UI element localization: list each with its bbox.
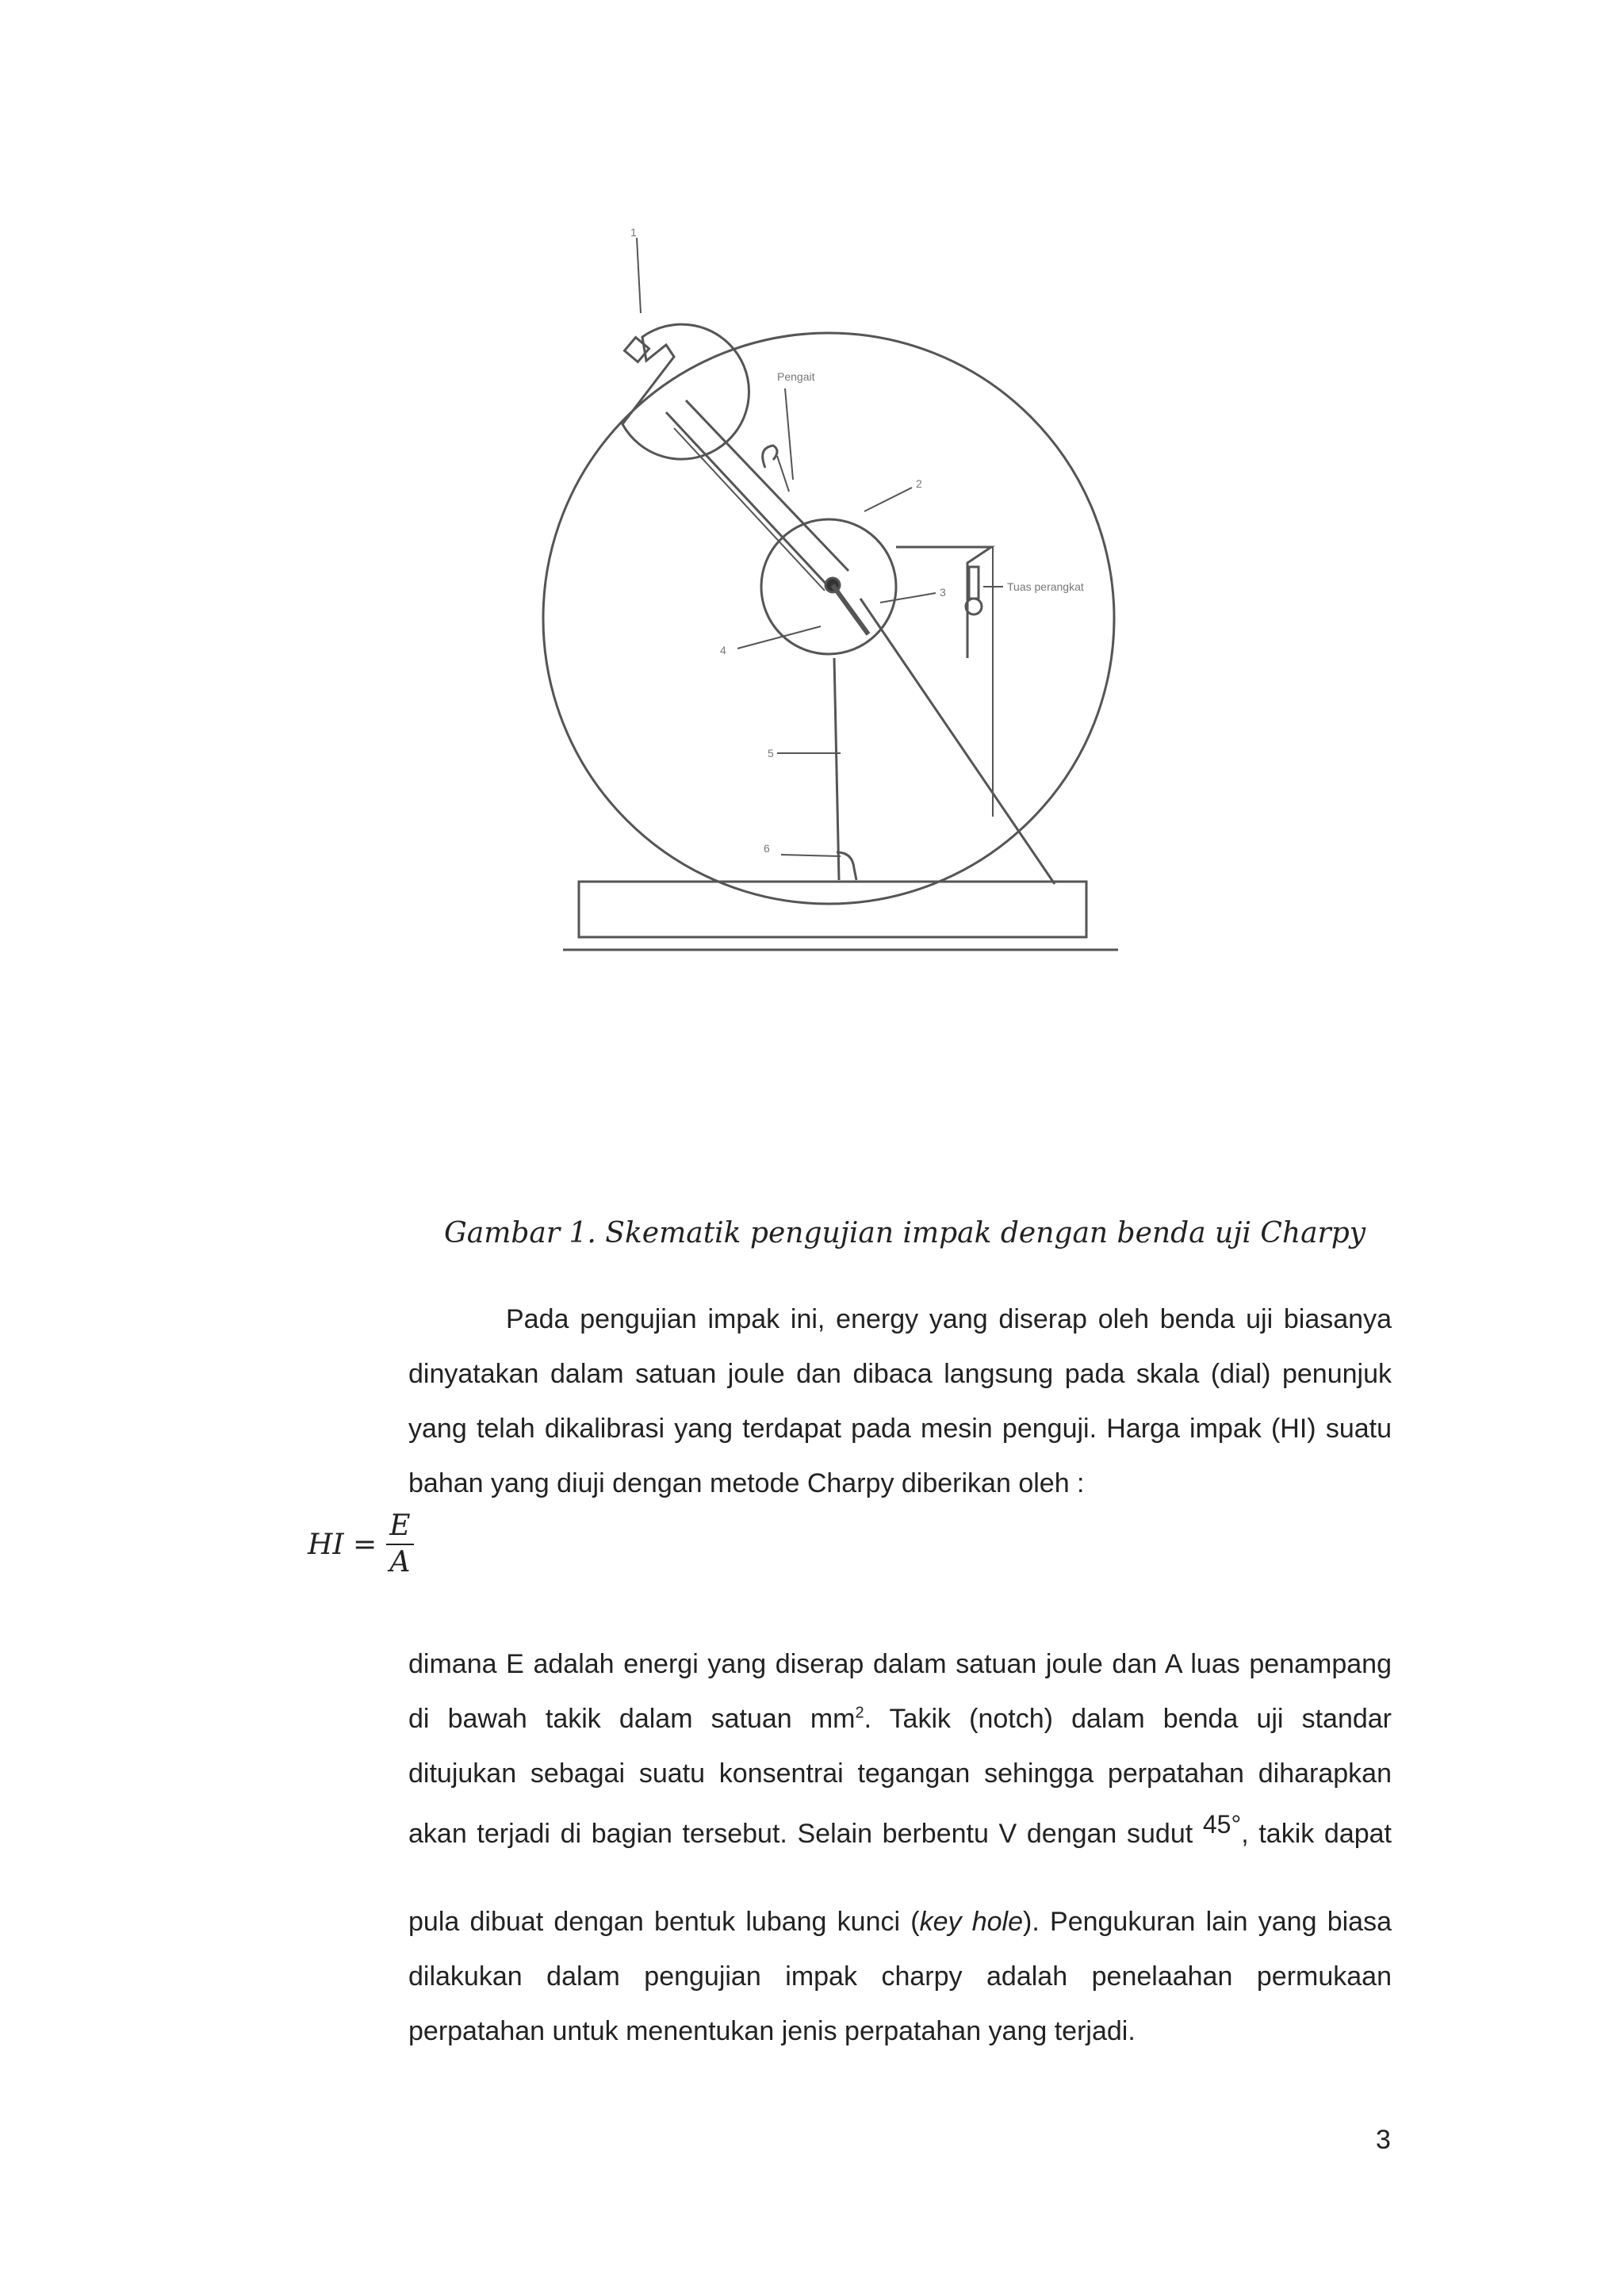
text-line: dilakukan dalam pengujian impak charpy adalah penelaahan permukaan: [408, 1961, 1392, 1992]
right-bracket: [896, 547, 991, 658]
paragraph-intro: [408, 1292, 1392, 1511]
text-line: dimana E adalah energi yang diserap dalam satuan joule dan A luas penampang: [408, 1649, 1392, 1679]
formula-lhs: HI =: [308, 1528, 377, 1561]
label-1: 1: [630, 226, 637, 239]
text-span: pula dibuat dengan bentuk lubang kunci (: [408, 1907, 920, 1937]
text-span: ). Pengukuran lain yang biasa: [1023, 1907, 1392, 1937]
label-4-leader: [737, 626, 821, 649]
label-pengait: Pengait: [777, 370, 815, 383]
label-5: 5: [768, 747, 774, 760]
text-span: akan terjadi di bagian tersebut. Selain berbentu V dengan sudut: [408, 1819, 1203, 1849]
formula-denominator: A: [389, 1546, 411, 1578]
text-line: Pada pengujian impak ini, energy yang diserap oleh benda uji biasanya: [506, 1304, 1392, 1334]
charpy-machine-figure: [508, 214, 1158, 983]
text-line: bahan yang diuji dengan metode Charpy diberikan oleh :: [408, 1468, 1085, 1498]
charpy-schematic-drawing: [508, 214, 1158, 983]
label-6: 6: [764, 842, 770, 855]
formula-numerator: E: [386, 1510, 413, 1545]
superscript: 2: [855, 1704, 864, 1722]
swing-path-circle: [543, 333, 1114, 904]
angle-value: 45°: [1202, 1810, 1242, 1839]
pengait-hook: [763, 446, 777, 468]
label-tuas: Tuas perangkat: [1007, 580, 1084, 593]
support-column: [834, 658, 839, 880]
label-1-leader: [637, 238, 641, 313]
text-span: . Takik (notch) dalam benda uji standar: [864, 1704, 1392, 1734]
text-line: ditujukan sebagai suatu konsentrai tegangan sehingga perpatahan diharapkan: [408, 1758, 1392, 1789]
label-6-leader: [781, 855, 841, 856]
figure-caption: Gambar 1. Skematik pengujian impak dengan benda uji Charpy: [444, 1217, 1366, 1249]
text-line: [408, 1895, 1392, 1950]
page-number: 3: [1376, 2125, 1391, 2155]
text-span: , takik dapat: [1241, 1819, 1392, 1849]
formula-fraction: [386, 1510, 413, 1578]
machine-base: [579, 882, 1086, 937]
label-2: 2: [916, 477, 922, 490]
pengait-leader: [785, 388, 793, 480]
impact-formula: [308, 1510, 414, 1578]
text-line: [408, 1801, 1392, 1866]
pendulum-arm-right: [686, 400, 848, 571]
text-line: dinyatakan dalam satuan joule dan dibaca langsung pada skala (dial) penunjuk: [408, 1359, 1392, 1389]
pengait-pointer: [777, 456, 789, 492]
paragraph-definition: [408, 1637, 1392, 1866]
text-line: yang telah dikalibrasi yang terdapat pada mesin penguji. Harga impak (HI) suatu: [408, 1414, 1392, 1444]
diagonal-brace: [860, 599, 1055, 884]
pendulum-arm-left: [666, 412, 829, 587]
lever-stem: [969, 567, 979, 599]
pendulum-hammer: [622, 324, 749, 459]
text-line: perpatahan untuk menentukan jenis perpatahan yang terjadi.: [408, 2016, 1136, 2046]
label-3-leader: [880, 593, 936, 603]
label-4: 4: [720, 644, 726, 656]
pendulum-arm-inner: [674, 428, 825, 591]
text-line: [408, 1692, 1392, 1747]
dial-needle: [833, 585, 868, 634]
label-3: 3: [940, 586, 946, 599]
label-2-leader: [864, 488, 912, 511]
emphasis-text: key hole: [919, 1907, 1024, 1937]
paragraph-notch: [408, 1895, 1392, 2059]
text-span: di bawah takik dalam satuan mm: [408, 1704, 856, 1734]
